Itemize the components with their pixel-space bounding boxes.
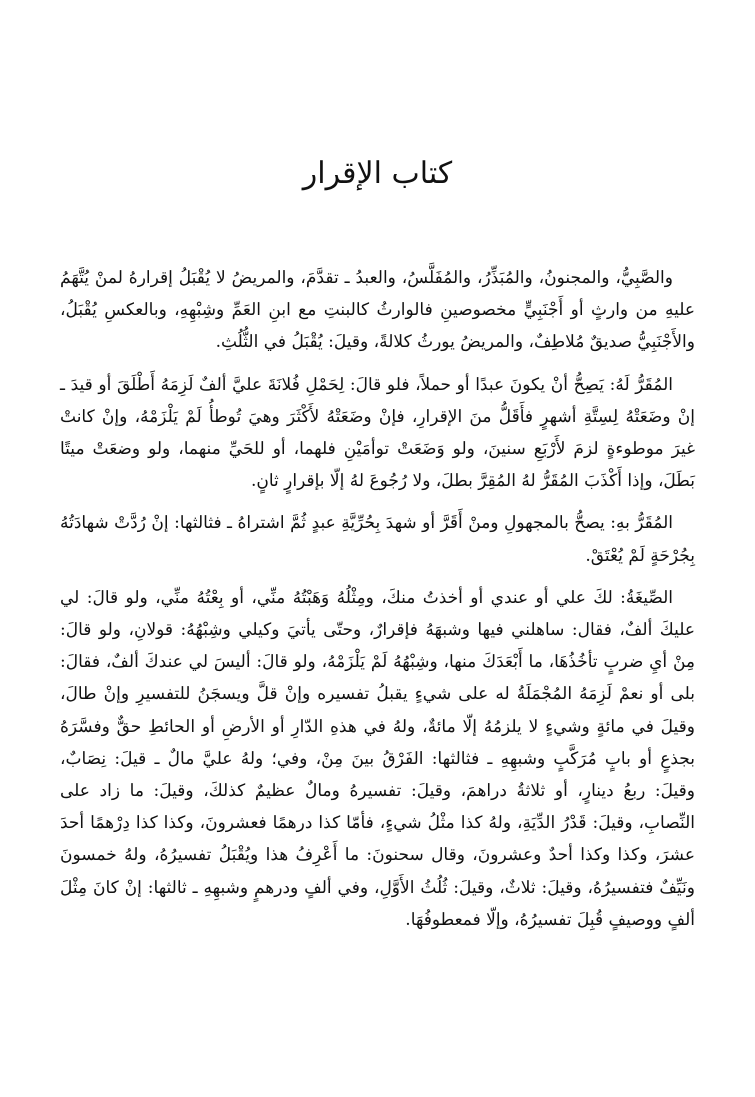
chapter-title: كتاب الإقرار [302, 156, 453, 191]
paragraph-sigha: الصِّيغَةُ: لكَ علي أو عندي أو أخذتُ منكَ، ومِثْلُهُ وَهَبْتُهُ منِّي، أو بِعْتُهُ منِّي، ولو قالَ: لي عليكَ ألفٌ، فقال: ساهلني فيها وشبهَهُ فإقرارٌ، وحتّى يأتيَ وكيلي وشِبْهُهُ: قولانِ، ولو قالَ: مِنْ أيِ ضربٍ تأخُذُهَا، ما أَبْعَدَكَ منها، وشِبْهُهُ لَمْ يَلْزَمْهُ، ولو قالَ: أليسَ لي عندكَ ألفٌ، فقالَ: بلى أو نعمْ لَزِمَهُ المُجْمَلَةُ له على شيءٍ يقبلُ تفسيره وإنْ قلَّ ويسجَنُ للتفسيرِ وإنْ طالَ، وقيلَ في مائةٍ وشيءٍ لا يلزمُهُ إلّا مائةٌ، ولهُ في هذهِ الدّارِ أو الأرضِ أو الحائطِ حقٌّ وفسَّرَهُ بجذعٍ أو بابٍ مُرَكَّبٍ وشبهِهِ ـ فثالثها: الفَرْقُ بينَ مِنْ، وفي؛ ولهُ عليَّ مالٌ ـ قيلَ: نِصَابٌ، وقيلَ: ربعُ دينارٍ، أو ثلاثةُ دراهمَ، وقيلَ: تفسيرهُ ومالٌ عظيمٌ كذلكَ، وقيلَ: ما زاد على النِّصابِ، وقيلَ: قَدْرُ الدِّيَةِ، ولهُ كذا مثْلُ شيءٍ، فأمّا كذا درهمًا فعشرونَ، وكذا كذا دِرْهمًا أحدَ عشرَ، وكذا وكذا أحدٌ وعشرونَ، وقال سحنونَ: ما أَعْرِفُ هذا ويُقْبَلُ تفسيرُهُ، ولهُ خمسونَ ونَيِّفٌ فتفسيرُهُ، وقيلَ: ثلاثٌ، وقيلَ: ثُلُثُ الأَوَّلِ، وفي ألفٍ ودرهمٍ وشبهِهِ ـ ثالثها: إنْ كانَ مِثْلَ ألفٍ ووصيفٍ قُبِلَ تفسيرُهُ، وإلّا فمعطوفُهَا. [60, 587, 695, 930]
paragraph-muqar-bihi: المُقَرُّ بهِ: يصحُّ بالمجهولِ ومنْ أَقَرَّ أو شهدَ بِحُرِّيَّةِ عبدٍ ثُمَّ اشتراهُ ـ فثالثها: إنْ رُدَّتْ شهادَتُهُ بِجُرْحَةٍ لَمْ يُعْتَقْ. [60, 513, 695, 566]
paragraph-intro: والصَّبِيُّ، والمجنونُ، والمُبَذِّرُ، والمُفَلَّسُ، والعبدُ ـ تقدَّمَ، والمريضُ لا يُقْبَلُ إقرارهُ لمنْ يُتَّهَمُ عليهِ من وارثٍ أو أَجْنَبِيٍّ مخصوصينِ فالوارثُ كالبنتِ مع ابنِ العَمِّ وشِبْهِهِ، وبالعكسِ يُقْبَلُ، والأَجْنَبِيُّ صديقٌ مُلاطِفٌ، والمريضُ يورثُ كلالةً، وقيلَ: يُقْبَلُ في الثُّلُثِ. [60, 268, 695, 353]
paragraph-muqar-lahu: المُقَرُّ لَهُ: يَصِحُّ أنْ يكونَ عبدًا أو حملاً، فلو قالَ: لِحَمْلِ فُلانَةَ عليَّ ألفٌ لَزِمَهُ أَطْلَقَ أو قيدَ ـ إنْ وضَعَتْهُ لِسِتَّةِ أشهرٍ فأَقَلُّ منَ الإقرارِ، فإنْ وضَعَتْهُ لأَكْثَرَ وهيَ تُوطأُ لَمْ يَلْزَمْهُ، وإنْ كانتْ غيرَ موطوءةٍ لزمَ لأَرْبَعِ سنينَ، ولو وَضَعَتْ توأمَيْنِ فلهما، أو للحَيِّ منهما، ولو وضعَتْ ميتًا بَطَلَ، وإذا أَكْذَبَ المُقَرُّ لهُ المُقِرَّ بطلَ، ولا رُجُوعَ لهُ إلّا بإقرارٍ ثانٍ. [60, 374, 695, 492]
chapter-body [60, 262, 695, 946]
